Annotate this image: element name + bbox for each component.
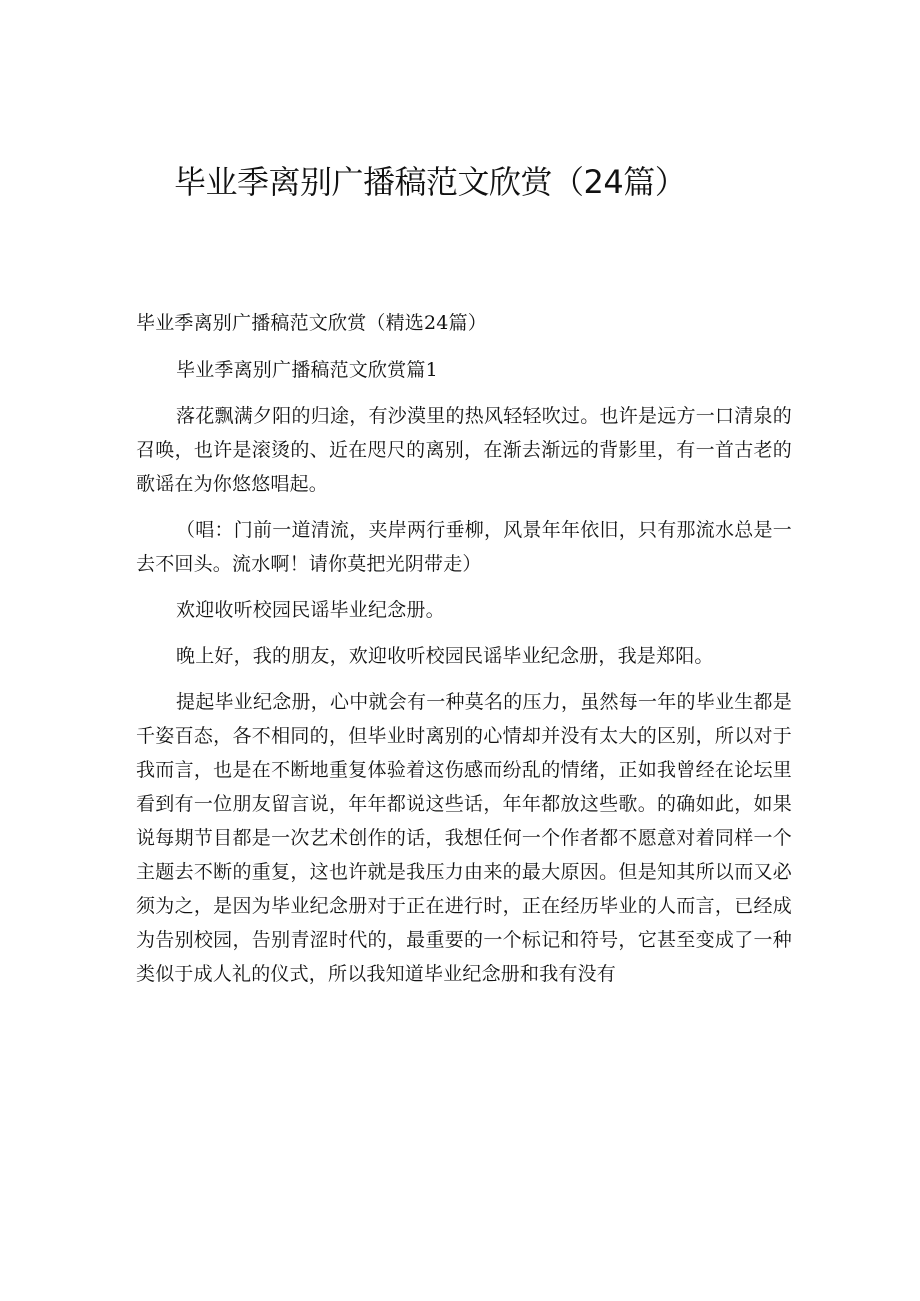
body-paragraph: 欢迎收听校园民谣毕业纪念册。 <box>176 599 445 621</box>
body-paragraph: （唱：门前一道清流，夹岸两行垂柳，风景年年依旧，只有那流水总是一去不回头。流水啊！请你莫把光阴带走） <box>136 519 792 575</box>
body-paragraph: 晚上好，我的朋友，欢迎收听校园民谣毕业纪念册，我是郑阳。 <box>176 645 714 667</box>
document-body <box>136 306 792 991</box>
document-subtitle: 毕业季离别广播稿范文欣赏（精选24篇） <box>136 312 487 334</box>
document-title: 毕业季离别广播稿范文欣赏（24篇） <box>174 163 687 201</box>
body-paragraph: 落花飘满夕阳的归途，有沙漠里的热风轻轻吹过。也许是远方一口清泉的召唤，也许是滚烫的、近在咫尺的离别，在渐去渐远的背影里，有一首古老的歌谣在为你悠悠唱起。 <box>136 405 792 495</box>
body-paragraph: 提起毕业纪念册，心中就会有一种莫名的压力，虽然每一年的毕业生都是千姿百态，各不相同的，但毕业时离别的心情却并没有太大的区别，所以对于我而言，也是在不断地重复体验着这伤感而纷乱的情绪，正如我曾经在论坛里看到有一位朋友留言说，年年都说这些话，年年都放这些歌。的确如此，如果说每期节目都是一次艺术创作的话，我想任何一个作者都不愿意对着同样一个主题去不断的重复，这也许就是我压力由来的最大原因。但是知其所以而又必须为之，是因为毕业纪念册对于正在进行时，正在经历毕业的人而言，已经成为告别校园，告别青涩时代的，最重要的一个标记和符号，它甚至变成了一种类似于成人礼的仪式，所以我知道毕业纪念册和我有没有 <box>136 691 792 985</box>
section-heading: 毕业季离别广播稿范文欣赏篇1 <box>176 359 438 381</box>
